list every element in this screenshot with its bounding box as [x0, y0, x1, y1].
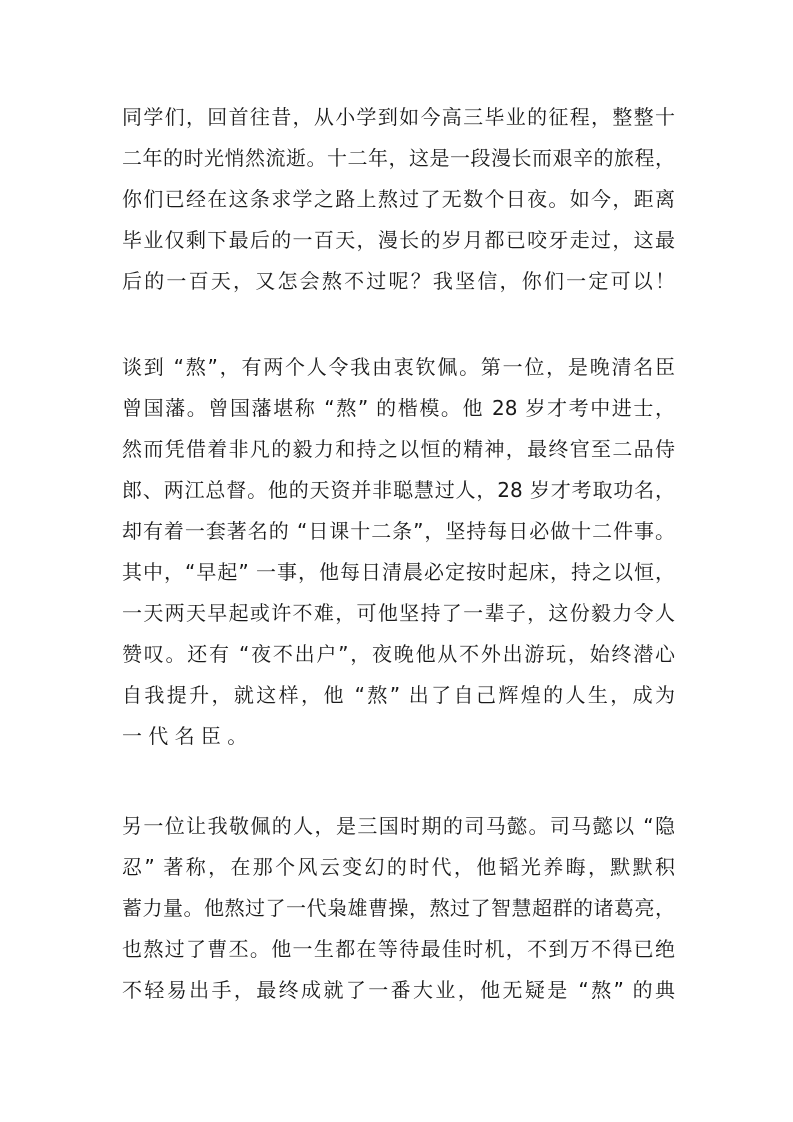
- text-line: 曾国藩。曾国藩堪称 “熬” 的楷模。他 28 岁才考中进士，: [122, 396, 675, 420]
- text-line: 同学们，回首往昔，从小学到如今高三毕业的征程，整整十: [122, 105, 675, 129]
- text-line: 赞叹。还有 “夜不出户”，夜晚他从不外出游玩，始终潜心: [122, 642, 675, 666]
- text-line: 一天两天早起或许不难，可他坚持了一辈子，这份毅力令人: [122, 601, 675, 625]
- text-line: 后的一百天，又怎会熬不过呢？我坚信，你们一定可以！: [122, 269, 675, 293]
- text-line: 郎、两江总督。他的天资并非聪慧过人，28 岁才考取功名，: [122, 478, 675, 502]
- text-line: 自我提升，就这样，他 “熬” 出了自己辉煌的人生，成为: [122, 683, 675, 707]
- text-line: 不轻易出手，最终成就了一番大业，他无疑是 “熬” 的典: [122, 978, 675, 1002]
- text-line: 毕业仅剩下最后的一百天，漫长的岁月都已咬牙走过，这最: [122, 228, 675, 252]
- text-line: 然而凭借着非凡的毅力和持之以恒的精神，最终官至二品侍: [122, 437, 675, 461]
- text-line: 忍” 著称，在那个风云变幻的时代，他韬光养晦，默默积: [122, 855, 675, 879]
- text-line: 也熬过了曹丕。他一生都在等待最佳时机，不到万不得已绝: [122, 937, 675, 961]
- text-line: 却有着一套著名的 “日课十二条”，坚持每日必做十二件事。: [122, 519, 675, 543]
- text-line: 二年的时光悄然流逝。十二年，这是一段漫长而艰辛的旅程，: [122, 146, 675, 170]
- text-line: 一代名臣。: [122, 724, 254, 748]
- text-line: 其中，“早起” 一事，他每日清晨必定按时起床，持之以恒，: [122, 560, 675, 584]
- text-line: 另一位让我敬佩的人，是三国时期的司马懿。司马懿以 “隐: [122, 814, 675, 838]
- text-line: 你们已经在这条求学之路上熬过了无数个日夜。如今，距离: [122, 187, 675, 211]
- text-line: 谈到 “熬”，有两个人令我由衷钦佩。第一位，是晚清名臣: [122, 355, 675, 379]
- text-line: 蓄力量。他熬过了一代枭雄曹操，熬过了智慧超群的诸葛亮，: [122, 896, 675, 920]
